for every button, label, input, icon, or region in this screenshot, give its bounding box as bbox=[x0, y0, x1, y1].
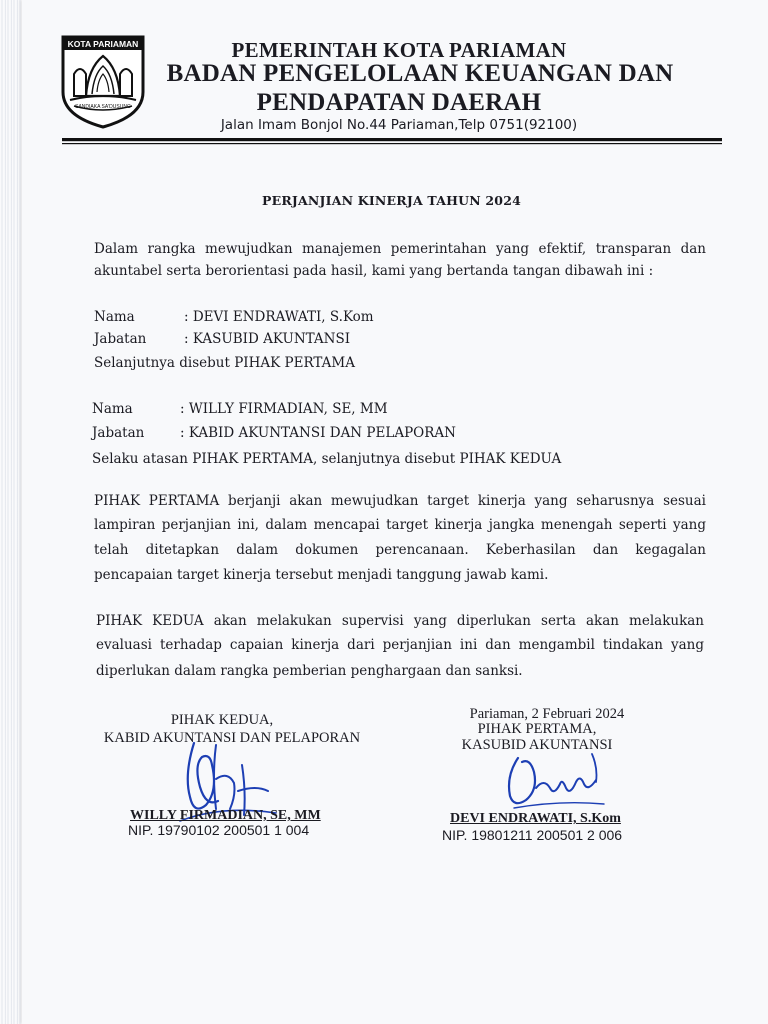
right-handwritten-signature bbox=[500, 748, 610, 818]
letterhead-agency-line2: PENDAPATAN DAERAH bbox=[256, 89, 542, 116]
party1-designation: Selanjutnya disebut PIHAK PERTAMA bbox=[94, 355, 355, 371]
party1-position-label: Jabatan bbox=[94, 331, 147, 347]
left-signatory-name: WILLY FIRMADIAN, SE, MM bbox=[130, 808, 321, 823]
party2-designation: Selaku atasan PIHAK PERTAMA, selanjutnya disebut PIHAK KEDUA bbox=[92, 451, 562, 467]
paragraph-line: evaluasi terhadap capaian kinerja dari perjanjian ini dan mengambil tindakan yang bbox=[96, 637, 704, 653]
left-signatory-position: KABID AKUNTANSI DAN PELAPORAN bbox=[103, 730, 361, 746]
right-signatory-nip: NIP. 19801211 200501 2 006 bbox=[442, 827, 623, 843]
paragraph-line: PIHAK KEDUA akan melakukan supervisi yang diperlukan serta akan melakukan bbox=[96, 613, 704, 629]
paragraph-line: PIHAK PERTAMA berjanji akan mewujudkan target kinerja yang seharusnya sesuai bbox=[94, 493, 706, 509]
letterhead-divider bbox=[62, 138, 722, 145]
party1-name-value: : DEVI ENDRAWATI, S.Kom bbox=[184, 309, 374, 325]
intro-line: Dalam rangka mewujudkan manajemen pemerintahan yang efektif, transparan dan bbox=[94, 241, 706, 257]
paragraph-line: telah ditetapkan dalam dokumen perencanaan. Keberhasilan dan kegagalan bbox=[94, 542, 706, 558]
svg-text:SANDIAKA SA'DUSUNG: SANDIAKA SA'DUSUNG bbox=[75, 104, 131, 110]
svg-text:KOTA PARIAMAN: KOTA PARIAMAN bbox=[67, 39, 139, 49]
letterhead-agency-line1: BADAN PENGELOLAAN KEUANGAN DAN bbox=[166, 60, 674, 87]
party1-position-value: : KASUBID AKUNTANSI bbox=[184, 331, 351, 347]
paragraph-line: pencapaian target kinerja tersebut menjadi tanggung jawab kami. bbox=[94, 567, 549, 583]
paragraph-line: lampiran perjanjian ini, dalam mencapai target kinerja jangka menengah seperti yang bbox=[94, 517, 706, 533]
right-signatory-position: KASUBID AKUNTANSI bbox=[461, 737, 613, 753]
party2-position-value: : KABID AKUNTANSI DAN PELAPORAN bbox=[180, 425, 456, 441]
document-title: PERJANJIAN KINERJA TAHUN 2024 bbox=[262, 193, 522, 208]
party2-position-label: Jabatan bbox=[92, 425, 145, 441]
document-page bbox=[22, 0, 768, 1024]
letterhead-government: PEMERINTAH KOTA PARIAMAN bbox=[231, 38, 567, 62]
intro-line: akuntabel serta berorientasi pada hasil, kami yang bertanda tangan dibawah ini : bbox=[94, 263, 654, 279]
letterhead-address: Jalan Imam Bonjol No.44 Pariaman,Telp 0751(92100) bbox=[220, 117, 578, 133]
party1-name-label: Nama bbox=[94, 309, 135, 325]
party2-name-value: : WILLY FIRMADIAN, SE, MM bbox=[180, 401, 388, 417]
left-signatory-role: PIHAK KEDUA, bbox=[170, 712, 274, 728]
place-and-date: Pariaman, 2 Februari 2024 bbox=[469, 706, 625, 722]
right-signatory-role: PIHAK PERTAMA, bbox=[477, 721, 597, 737]
paragraph-line: diperlukan dalam rangka pemberian penghargaan dan sanksi. bbox=[96, 663, 523, 679]
kota-pariaman-emblem-icon bbox=[60, 34, 146, 130]
right-signatory-name: DEVI ENDRAWATI, S.Kom bbox=[450, 811, 621, 826]
left-signatory-nip: NIP. 19790102 200501 1 004 bbox=[128, 822, 310, 838]
party2-name-label: Nama bbox=[92, 401, 133, 417]
